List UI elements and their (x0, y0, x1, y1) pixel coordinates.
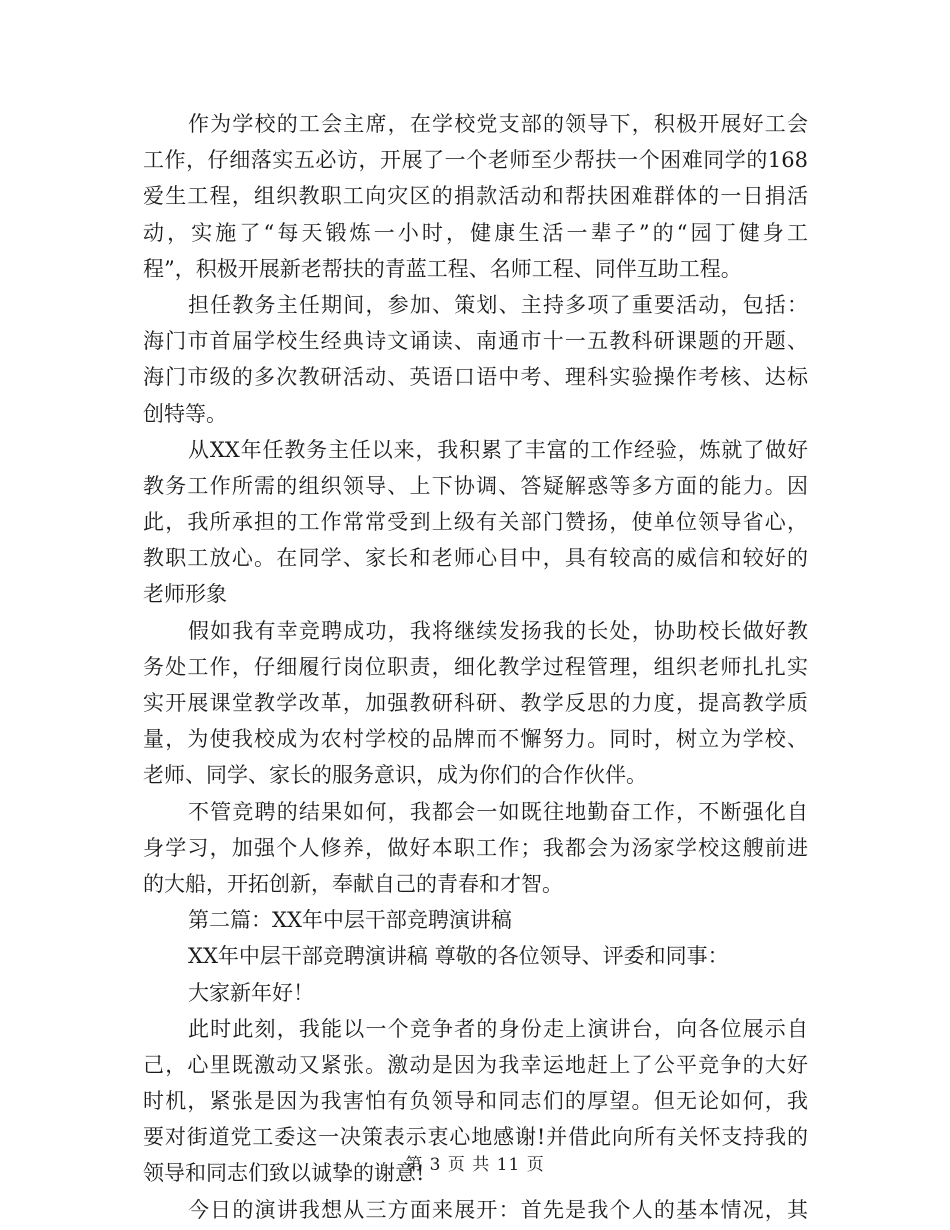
text-line: XX年中层干部竞聘演讲稿 尊敬的各位领导、评委和同事： (188, 944, 729, 969)
text-line: 程”，积极开展新老帮扶的青蓝工程、名师工程、同伴互助工程。 (143, 256, 742, 281)
page-number-footer: 第 3 页 共 11 页 (405, 1155, 545, 1175)
text-line: 务处工作，仔细履行岗位职责，细化教学过程管理，组织老师扎扎实 (143, 654, 808, 679)
text-line: 工作，仔细落实五必访，开展了一个老师至少帮扶一个困难同学的168 (143, 148, 808, 173)
text-line: 海门市级的多次教研活动、英语口语中考、理科实验操作考核、达标 (143, 365, 808, 390)
text-line: 老师形象 (143, 582, 227, 607)
text-line: 教务工作所需的组织领导、上下协调、答疑解惑等多方面的能力。因 (143, 473, 808, 498)
section-heading: 第二篇：XX年中层干部竞聘演讲稿 (188, 908, 512, 933)
text-line: 的大船，开拓创新，奉献自己的青春和才智。 (143, 871, 563, 896)
text-line: 作为学校的工会主席，在学校党支部的领导下，积极开展好工会 (188, 112, 808, 136)
text-line: 海门市首届学校生经典诗文诵读、南通市十一五教科研课题的开题、 (143, 329, 808, 354)
text-line: 动，实施了“每天锻炼一小时，健康生活一辈子”的“园丁健身工 (143, 220, 808, 245)
text-line: 不管竞聘的结果如何，我都会一如既往地勤奋工作，不断强化自 (188, 799, 808, 824)
text-line: 爱生工程，组织教职工向灾区的捐款活动和帮扶困难群体的一日捐活 (143, 184, 808, 209)
text-line: 时机，紧张是因为我害怕有负领导和同志们的厚望。但无论如何，我 (143, 1089, 808, 1114)
document-body (143, 106, 808, 1228)
text-line: 要对街道党工委这一决策表示衷心地感谢!并借此向所有关怀支持我的 (143, 1125, 808, 1150)
text-line: 此，我所承担的工作常常受到上级有关部门赞扬，使单位领导省心， (143, 510, 808, 535)
text-line: 今日的演讲我想从三方面来展开：首先是我个人的基本情况，其 (188, 1197, 808, 1222)
text-line: 从XX年任教务主任以来，我积累了丰富的工作经验，炼就了做好 (188, 437, 808, 462)
text-line: 大家新年好！ (188, 980, 314, 1005)
text-line: 老师、同学、家长的服务意识，成为你们的合作伙伴。 (143, 763, 647, 788)
text-line: 此时此刻，我能以一个竞争者的身份走上演讲台，向各位展示自 (188, 1016, 808, 1041)
text-line: 假如我有幸竞聘成功，我将继续发扬我的长处，协助校长做好教 (188, 618, 808, 643)
text-line: 量，为使我校成为农村学校的品牌而不懈努力。同时，树立为学校、 (143, 727, 808, 752)
text-line: 创特等。 (143, 401, 227, 426)
text-line: 领导和同志们致以诚挚的谢意! (143, 1161, 425, 1186)
text-line: 身学习，加强个人修养，做好本职工作；我都会为汤家学校这艘前进 (143, 835, 808, 860)
text-line: 担任教务主任期间，参加、策划、主持多项了重要活动，包括： (188, 292, 808, 317)
text-line: 己，心里既激动又紧张。激动是因为我幸运地赶上了公平竞争的大好 (143, 1052, 808, 1077)
text-line: 实开展课堂教学改革，加强教研科研、教学反思的力度，提高教学质 (143, 691, 808, 715)
text-line: 教职工放心。在同学、家长和老师心目中，具有较高的威信和较好的 (143, 546, 808, 571)
